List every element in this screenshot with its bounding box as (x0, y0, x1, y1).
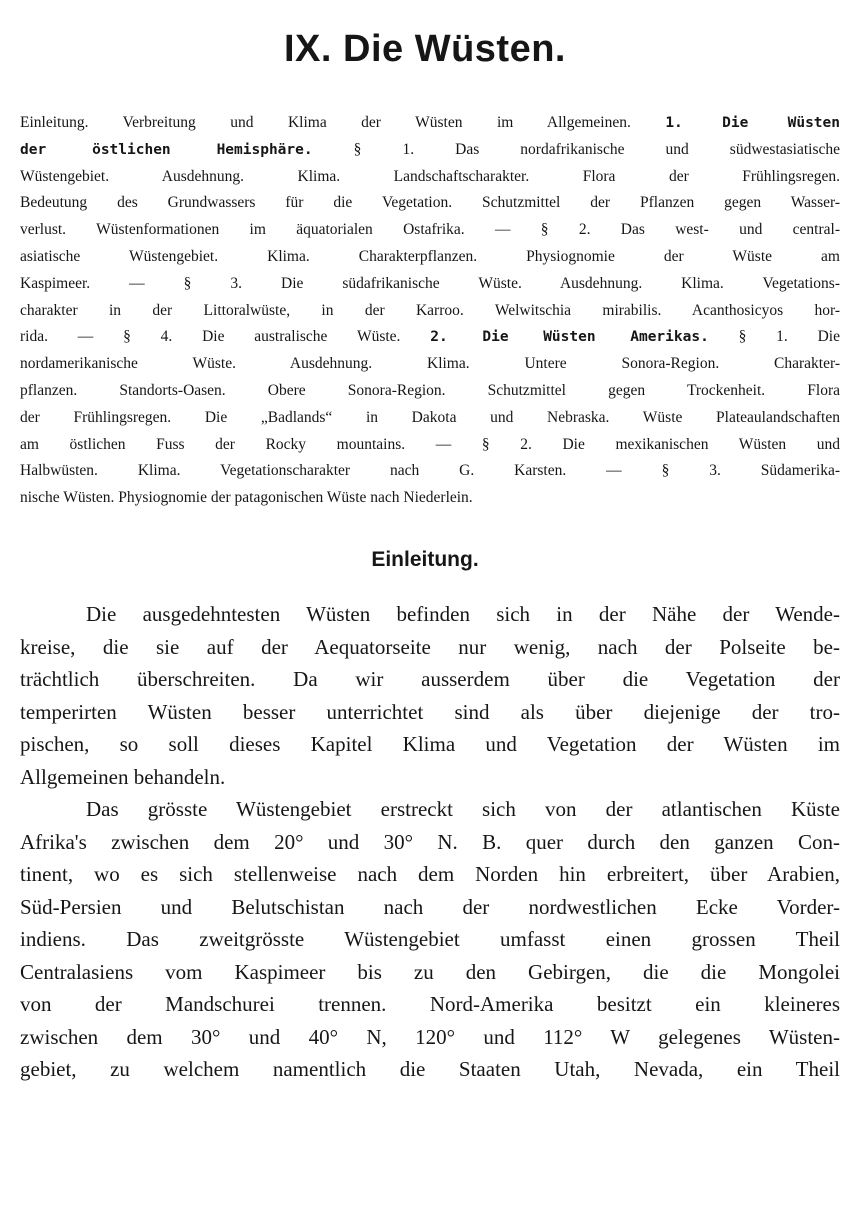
summary-line: Wüstengebiet. Ausdehnung. Klima. Landschaftscharakter. Flora der Frühlingsregen. (20, 167, 840, 185)
chapter-title: IX. Die Wüsten. (284, 28, 566, 70)
summary-line: Einleitung. Verbreitung und Klima der Wüsten im Allgemeinen. 1. Die Wüsten (20, 114, 840, 131)
body-line: Allgemeinen behandeln. (20, 764, 226, 789)
summary-line: rida. — § 4. Die australische Wüste. 2. Die Wüsten Amerikas. § 1. Die (20, 328, 840, 346)
body-line: Afrika's zwischen dem 20° und 30° N. B. quer durch den ganzen Con- (20, 829, 840, 854)
summary-line: charakter in der Littoralwüste, in der Karroo. Welwitschia mirabilis. Acanthosicyos hor- (20, 301, 840, 319)
summary-line: Kaspimeer. — § 3. Die südafrikanische Wüste. Ausdehnung. Klima. Vegetations- (20, 274, 840, 292)
body-line: trächtlich überschreiten. Da wir ausserdem über die Vegetation der (20, 667, 840, 691)
body-line: pischen, so soll dieses Kapitel Klima und Vegetation der Wüsten im (20, 732, 840, 756)
body-line: Die ausgedehntesten Wüsten befinden sich in der Nähe der Wende- (86, 602, 840, 626)
chapter-summary (20, 110, 840, 512)
summary-line: nordamerikanische Wüste. Ausdehnung. Klima. Untere Sonora-Region. Charakter- (20, 355, 840, 373)
body-line: tinent, wo es sich stellenweise nach dem Norden hin erbreitert, über Arabien, (20, 862, 840, 886)
body-text (20, 598, 840, 1086)
body-line: zwischen dem 30° und 40° N, 120° und 112° W gelegenes Wüsten- (20, 1024, 840, 1049)
summary-line: Bedeutung des Grundwassers für die Vegetation. Schutzmittel der Pflanzen gegen Wasser- (20, 194, 840, 212)
summary-line: am östlichen Fuss der Rocky mountains. — § 2. Die mexikanischen Wüsten und (20, 435, 840, 453)
summary-line: der östlichen Hemisphäre. § 1. Das nordafrikanische und südwestasiatische (20, 140, 840, 158)
body-line: von der Mandschurei trennen. Nord-Amerika besitzt ein kleineres (20, 992, 840, 1016)
body-line: kreise, die sie auf der Aequatorseite nur wenig, nach der Polseite be- (20, 634, 840, 659)
summary-line: nische Wüsten. Physiognomie der patagonischen Wüste nach Niederlein. (20, 489, 473, 507)
summary-line: pflanzen. Standorts-Oasen. Obere Sonora-Region. Schutzmittel gegen Trockenheit. Flora (20, 381, 840, 399)
summary-section-heading: der östlichen Hemisphäre. (20, 141, 313, 158)
body-line: Centralasiens vom Kaspimeer bis zu den Gebirgen, die die Mongolei (20, 959, 840, 984)
body-line: Süd-Persien und Belutschistan nach der nordwestlichen Ecke Vorder- (20, 894, 840, 919)
summary-line: asiatische Wüstengebiet. Klima. Charakterpflanzen. Physiognomie der Wüste am (20, 247, 840, 265)
section-heading: Einleitung. (371, 548, 479, 571)
body-line: temperirten Wüsten besser unterrichtet sind als über diejenige der tro- (20, 699, 840, 724)
body-line: gebiet, zu welchem namentlich die Staaten Utah, Nevada, ein Theil (20, 1057, 840, 1081)
body-line: indiens. Das zweitgrösste Wüstengebiet umfasst einen grossen Theil (20, 927, 840, 951)
summary-line: Halbwüsten. Klima. Vegetationscharakter nach G. Karsten. — § 3. Südamerika- (20, 462, 840, 480)
summary-section-heading: 2. Die Wüsten Amerikas. (430, 329, 709, 346)
body-line: Das grösste Wüstengebiet erstreckt sich von der atlantischen Küste (86, 797, 840, 821)
summary-section-heading: 1. Die Wüsten (665, 115, 840, 131)
summary-line: verlust. Wüstenformationen im äquatorialen Ostafrika. — § 2. Das west- und central- (20, 221, 840, 239)
summary-line: der Frühlingsregen. Die „Badlands“ in Dakota und Nebraska. Wüste Plateaulandschaften (20, 408, 840, 426)
